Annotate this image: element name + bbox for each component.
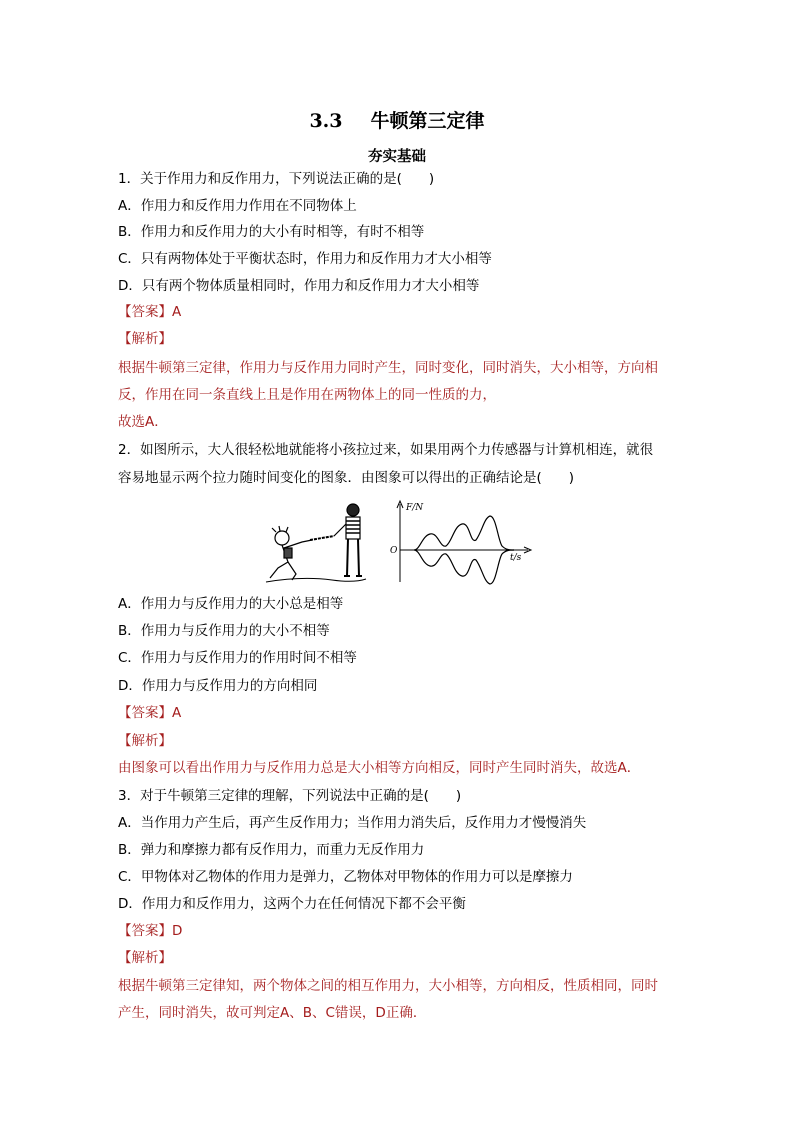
question-3-analysis-text: 根据牛顿第三定律知，两个物体之间的相互作用力，大小相等，方向相反，性质相同，同时	[118, 978, 658, 994]
question-2-option-b: B．作用力与反作用力的大小不相等	[118, 623, 330, 639]
question-3-analysis-text: 产生，同时消失，故可判定A、B、C错误，D正确．	[118, 1005, 427, 1021]
section-heading: 夯实基础	[368, 149, 426, 165]
question-3-stem: 3．对于牛顿第三定律的理解，下列说法中正确的是( )	[118, 788, 462, 804]
question-2-stem: 容易地显示两个拉力随时间变化的图象．由图象可以得出的正确结论是( )	[118, 470, 575, 486]
question-1-analysis-label: 【解析】	[118, 331, 172, 347]
question-2-option-c: C．作用力与反作用力的作用时间不相等	[118, 650, 357, 666]
ground-line	[266, 578, 366, 582]
question-1-analysis-text: 根据牛顿第三定律，作用力与反作用力同时产生，同时变化，同时消失，大小相等，方向相	[118, 360, 658, 376]
question-3-option-d: D．作用力和反作用力，这两个力在任何情况下都不会平衡	[118, 896, 466, 912]
child-figure	[270, 526, 312, 580]
title-text: 牛顿第三定律	[370, 110, 485, 132]
x-axis-label: t/s	[510, 553, 522, 563]
question-2-option-d: D．作用力与反作用力的方向相同	[118, 678, 318, 694]
question-2-analysis-text: 由图象可以看出作用力与反作用力总是大小相等方向相反，同时产生同时消失，故选A．	[118, 760, 641, 776]
rope	[310, 536, 334, 540]
adult-figure	[334, 504, 362, 576]
question-1-option-c: C．只有两物体处于平衡状态时，作用力和反作用力才大小相等	[118, 251, 492, 267]
question-1-answer: 【答案】A	[118, 304, 182, 320]
question-1-analysis-text: 反，作用在同一条直线上且是作用在两物体上的同一性质的力，	[118, 387, 496, 403]
question-2-stem: 2．如图所示，大人很轻松地就能将小孩拉过来，如果用两个力传感器与计算机相连，就很	[118, 442, 654, 458]
question-2-figure	[262, 496, 537, 588]
question-3-answer: 【答案】D	[118, 923, 183, 939]
question-1-option-d: D．只有两个物体质量相同时，作用力和反作用力才大小相等	[118, 278, 480, 294]
question-1-stem: 1．关于作用力和反作用力，下列说法正确的是( )	[118, 171, 435, 187]
question-3-analysis-label: 【解析】	[118, 950, 172, 966]
question-1-option-b: B．作用力和反作用力的大小有时相等，有时不相等	[118, 224, 425, 240]
force-time-graph	[397, 501, 531, 584]
question-1-option-a: A．作用力和反作用力作用在不同物体上	[118, 198, 357, 214]
question-3-option-c: C．甲物体对乙物体的作用力是弹力，乙物体对甲物体的作用力可以是摩擦力	[118, 869, 573, 885]
question-3-option-a: A．当作用力产生后，再产生反作用力；当作用力消失后，反作用力才慢慢消失	[118, 815, 587, 831]
question-1-analysis-text: 故选A．	[118, 414, 168, 430]
question-2-analysis-label: 【解析】	[118, 733, 172, 749]
question-2-answer: 【答案】A	[118, 705, 182, 721]
question-3-option-b: B．弹力和摩擦力都有反作用力，而重力无反作用力	[118, 842, 425, 858]
tug-of-war-illustration	[262, 496, 537, 588]
page-title	[0, 106, 794, 133]
question-2-option-a: A．作用力与反作用力的大小总是相等	[118, 596, 344, 612]
section-number: 3.3	[309, 110, 343, 132]
origin-label: O	[390, 546, 398, 556]
force-curve-positive	[414, 516, 514, 550]
y-axis-label: F/N	[406, 503, 424, 513]
force-curve-negative	[414, 550, 514, 584]
